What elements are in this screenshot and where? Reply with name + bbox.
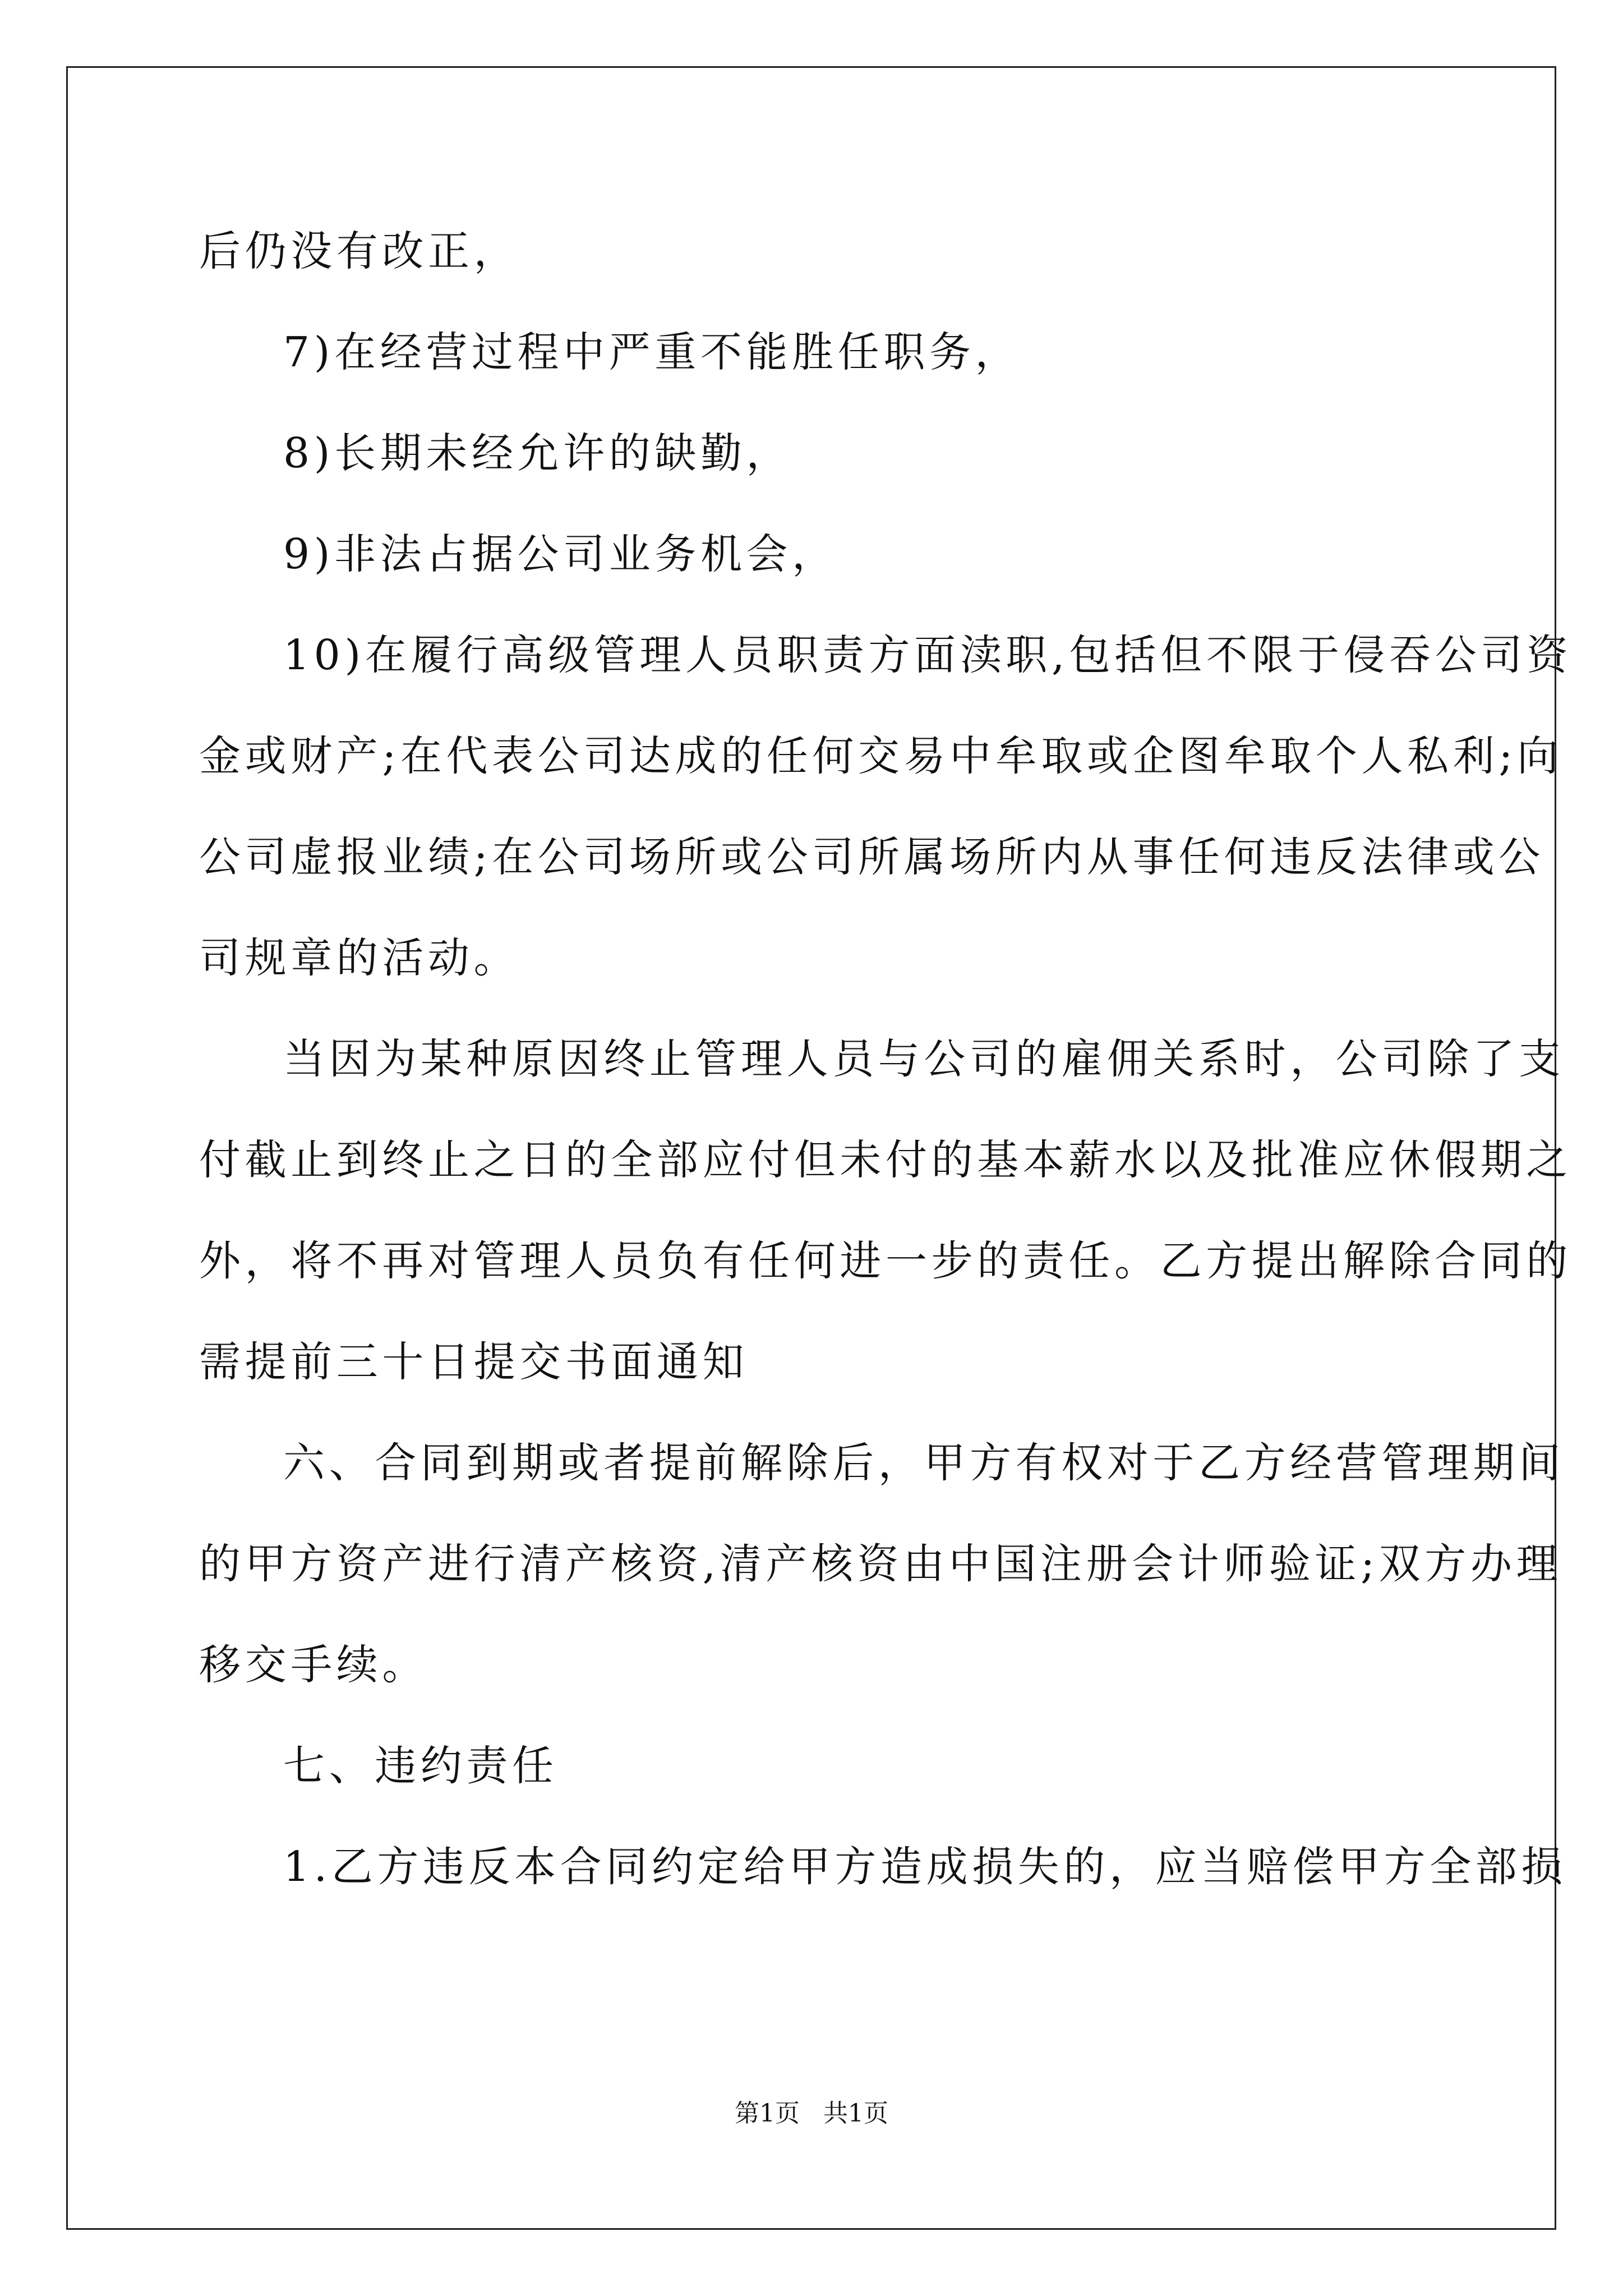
- page-number-current: 第1页: [735, 2099, 800, 2128]
- text-line: 后仍没有改正，: [199, 227, 520, 275]
- text-line: 付截止到终止之日的全部应付但未付的基本薪水以及批准应休假期之: [199, 1136, 1572, 1184]
- text-line: 需提前三十日提交书面通知: [199, 1338, 749, 1386]
- text-line: 的甲方资产进行清产核资,清产核资由中国注册会计师验证;双方办理: [199, 1540, 1562, 1588]
- list-item-8: 8)长期未经允许的缺勤，: [283, 429, 792, 477]
- page-footer: [0, 2098, 1623, 2129]
- clause-1: 1.乙方违反本合同约定给甲方造成损失的，应当赔偿甲方全部损: [283, 1843, 1567, 1891]
- text-line: 外，将不再对管理人员负有任何进一步的责任。乙方提出解除合同的: [199, 1237, 1572, 1285]
- section-six-heading: 六、合同到期或者提前解除后，甲方有权对于乙方经营管理期间: [283, 1439, 1565, 1487]
- page-number-total: 共1页: [823, 2099, 888, 2128]
- text-line: 司规章的活动。: [199, 934, 520, 982]
- paragraph-start: 当因为某种原因终止管理人员与公司的雇佣关系时，公司除了支: [283, 1035, 1565, 1083]
- list-item-7: 7)在经营过程中严重不能胜任职务，: [283, 328, 1021, 376]
- text-line: 金或财产;在代表公司达成的任何交易中牟取或企图牟取个人私利;向: [199, 732, 1563, 780]
- text-line: 移交手续。: [199, 1641, 428, 1689]
- text-line: 公司虚报业绩;在公司场所或公司所属场所内从事任何违反法律或公: [199, 833, 1544, 881]
- list-item-9: 9)非法占据公司业务机会，: [283, 530, 838, 578]
- list-item-10: 10)在履行高级管理人员职责方面渎职,包括但不限于侵吞公司资: [283, 631, 1573, 679]
- section-seven-heading: 七、违约责任: [283, 1742, 558, 1790]
